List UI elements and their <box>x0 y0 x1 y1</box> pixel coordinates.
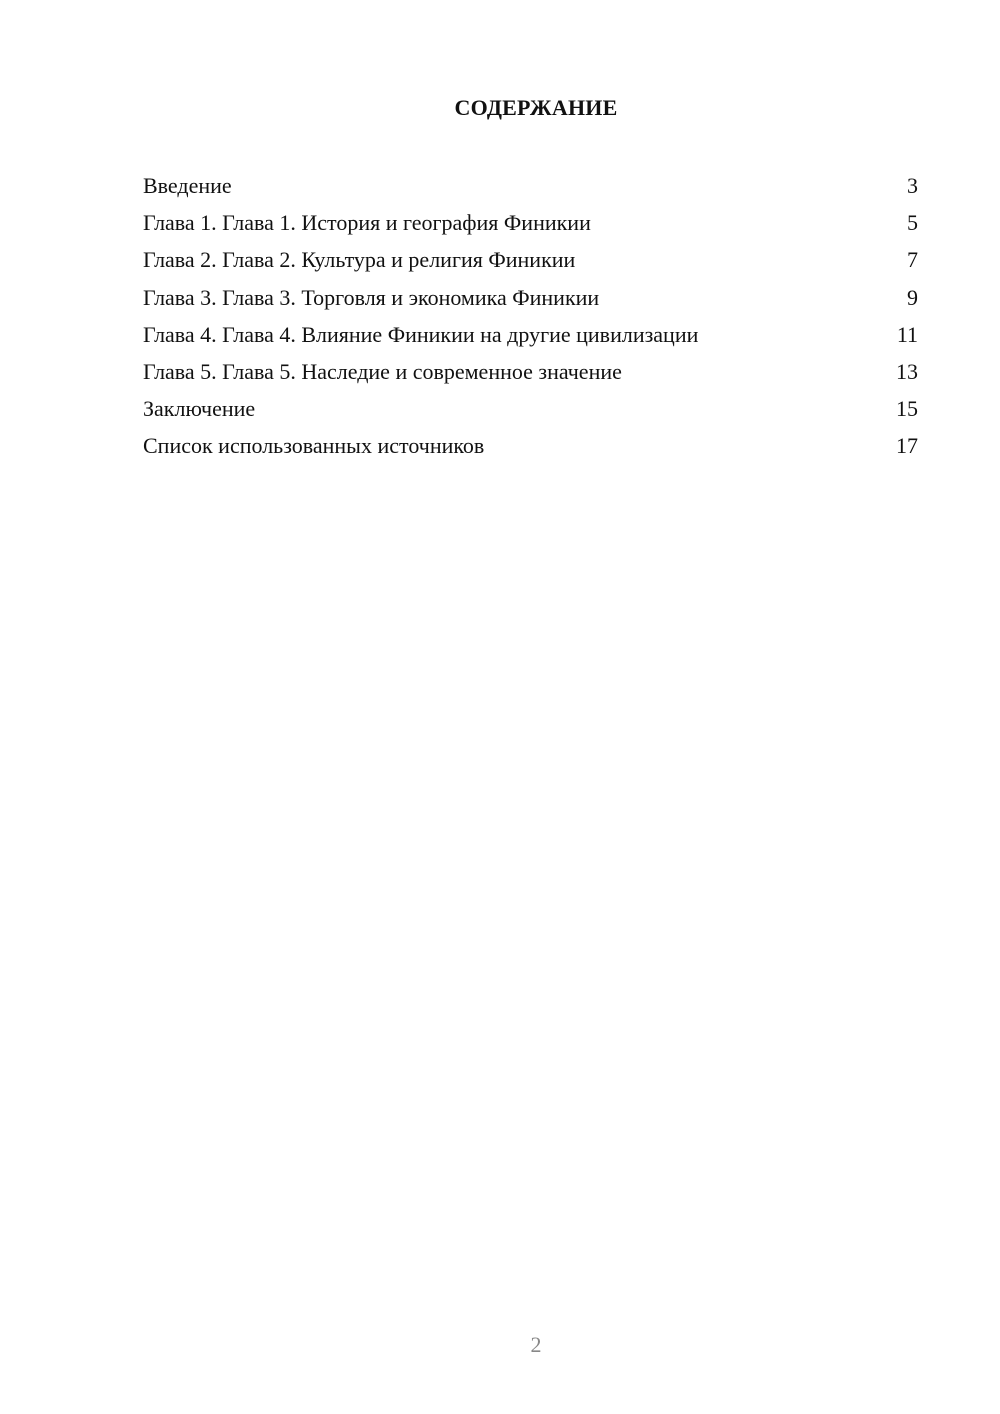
toc-item-chapter-1 <box>143 204 918 241</box>
toc-item-title: Глава 3. Глава 3. Торговля и экономика Финикии <box>143 284 600 310</box>
toc-item-page-number: 15 <box>896 396 918 422</box>
toc-item-introduction <box>143 167 918 204</box>
toc-item-chapter-2 <box>143 241 918 278</box>
toc-item-title: Заключение <box>143 396 256 422</box>
toc-item-chapter-4 <box>143 316 918 353</box>
toc-item-page-number: 9 <box>907 284 918 310</box>
toc-item-page-number: 3 <box>907 173 918 198</box>
toc-item-title: Глава 5. Глава 5. Наследие и современное значение <box>143 358 622 384</box>
toc-item-page-number: 5 <box>907 210 918 236</box>
toc-item-page-number: 17 <box>896 433 918 459</box>
toc-item-title: Глава 1. Глава 1. История и география Финикии <box>143 210 591 236</box>
toc-item-page-number: 11 <box>896 321 918 347</box>
toc-item-title: Список использованных источников <box>143 433 485 459</box>
toc-item-page-number: 7 <box>907 247 918 273</box>
toc-item-chapter-5 <box>143 353 918 390</box>
toc-item-conclusion <box>143 390 918 427</box>
toc-item-references <box>143 427 918 464</box>
toc-item-title: Глава 4. Глава 4. Влияние Финикии на другие цивилизации <box>143 321 699 347</box>
toc-item-title: Глава 2. Глава 2. Культура и религия Финикии <box>143 247 576 273</box>
toc-item-title: Введение <box>143 173 232 198</box>
toc-title: СОДЕРЖАНИЕ <box>454 95 618 120</box>
table-of-contents <box>143 167 918 465</box>
toc-item-chapter-3 <box>143 279 918 316</box>
page-number: 2 <box>530 1332 542 1357</box>
toc-item-page-number: 13 <box>896 358 918 384</box>
